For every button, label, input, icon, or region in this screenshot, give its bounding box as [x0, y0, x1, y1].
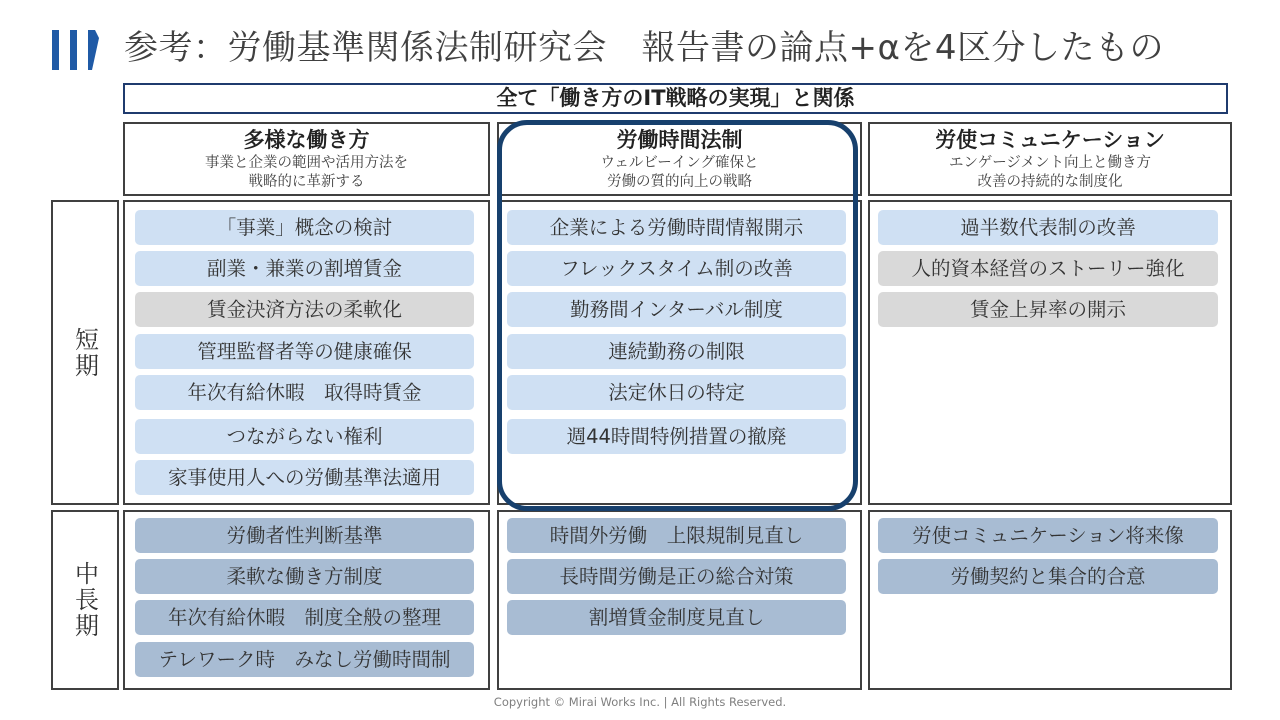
row-label-text: 中長期	[70, 561, 99, 639]
page-title: 参考：労働基準関係法制研究会 報告書の論点+αを4区分したもの	[124, 28, 1165, 68]
column-subtitle: 労働の質的向上の戦略	[607, 174, 752, 190]
list-item: 家事使用人への労働基準法適用	[135, 460, 474, 495]
list-item: 勤務間インターバル制度	[507, 292, 846, 327]
column-heading: 多様な働き方	[243, 128, 370, 152]
column-heading: 労働時間法制	[616, 128, 743, 152]
list-item: 企業による労働時間情報開示	[507, 210, 846, 245]
list-item: 年次有給休暇 取得時賃金	[135, 375, 474, 410]
column-header-working-hours	[497, 122, 862, 196]
list-item: 過半数代表制の改善	[878, 210, 1218, 245]
column-header-diverse-work	[123, 122, 490, 196]
list-item: 年次有給休暇 制度全般の整理	[135, 600, 474, 635]
list-item: 労働者性判断基準	[135, 518, 474, 553]
list-item: 労使コミュニケーション将来像	[878, 518, 1218, 553]
cell-short-diverse	[123, 200, 490, 505]
column-subtitle: ウェルビーイング確保と	[600, 155, 759, 171]
company-logo	[50, 28, 102, 72]
list-item: 柔軟な働き方制度	[135, 559, 474, 594]
list-item: つながらない権利	[135, 419, 474, 454]
list-item: 人的資本経営のストーリー強化	[878, 251, 1218, 286]
cell-mid-hours	[497, 510, 862, 690]
list-item: 法定休日の特定	[507, 375, 846, 410]
list-item: 週44時間特例措置の撤廃	[507, 419, 846, 454]
banner: 全て「働き方のIT戦略の実現」と関係	[123, 83, 1228, 114]
list-item: 賃金上昇率の開示	[878, 292, 1218, 327]
column-heading: 労使コミュニケーション	[935, 128, 1165, 152]
list-item: 割増賃金制度見直し	[507, 600, 846, 635]
row-label-mid-long-term	[51, 510, 119, 690]
row-label-text: 短期	[70, 326, 99, 379]
list-item: 「事業」概念の検討	[135, 210, 474, 245]
list-item: 労働契約と集合的合意	[878, 559, 1218, 594]
copyright-footer: Copyright © Mirai Works Inc. | All Rights Reserved.	[493, 695, 787, 709]
column-header-labor-communication	[868, 122, 1232, 196]
column-subtitle: 事業と企業の範囲や活用方法を	[205, 155, 408, 171]
list-item: 連続勤務の制限	[507, 334, 846, 369]
column-subtitle: 改善の持続的な制度化	[977, 174, 1123, 190]
cell-mid-diverse	[123, 510, 490, 690]
column-subtitle: エンゲージメント向上と働き方	[949, 155, 1151, 171]
list-item: フレックスタイム制の改善	[507, 251, 846, 286]
cell-mid-communication	[868, 510, 1232, 690]
cell-short-communication	[868, 200, 1232, 505]
list-item: 時間外労働 上限規制見直し	[507, 518, 846, 553]
row-label-short-term	[51, 200, 119, 505]
list-item: 管理監督者等の健康確保	[135, 334, 474, 369]
list-item: 賃金決済方法の柔軟化	[135, 292, 474, 327]
list-item: テレワーク時 みなし労働時間制	[135, 642, 474, 677]
list-item: 長時間労働是正の総合対策	[507, 559, 846, 594]
list-item: 副業・兼業の割増賃金	[135, 251, 474, 286]
cell-short-hours	[497, 200, 862, 505]
column-subtitle: 戦略的に革新する	[248, 174, 365, 190]
